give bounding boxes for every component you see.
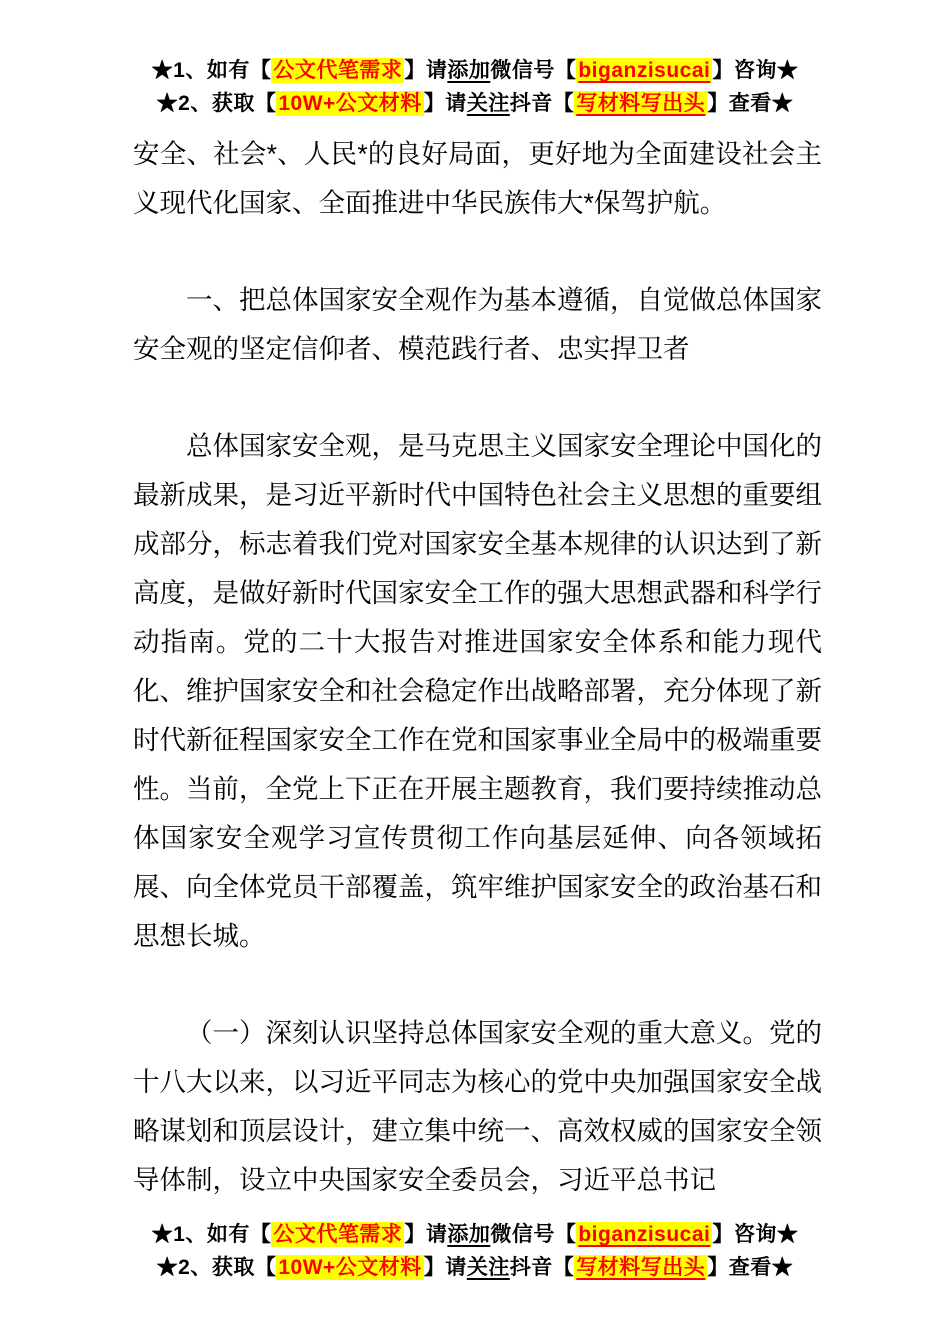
promo-wechat-id: biganzisucai xyxy=(578,59,711,82)
promo-text: 抖音【 xyxy=(509,92,575,115)
promo-text: 】请 xyxy=(404,1223,448,1246)
promo-text: 】查看★ xyxy=(707,92,794,115)
promo-highlight-service: 公文代笔需求 xyxy=(273,1223,403,1246)
promo-header-line-2 xyxy=(0,87,950,120)
promo-footer-line-1 xyxy=(0,1218,950,1251)
promo-footer xyxy=(0,1218,950,1344)
promo-text: 】查看★ xyxy=(707,1256,794,1279)
promo-text: ★1、如有【 xyxy=(151,1223,272,1246)
promo-text: 】请 xyxy=(423,1256,467,1279)
sub-heading-lead: （一）深刻认识坚持总体国家安全观的重大意义。 xyxy=(186,1018,769,1048)
promo-highlight-materials: 10W+公文材料 xyxy=(278,1256,422,1279)
promo-underline-add: 添加 xyxy=(447,59,491,82)
promo-wechat-id: biganzisucai xyxy=(578,1223,711,1246)
promo-header xyxy=(0,0,950,120)
promo-highlight-service: 公文代笔需求 xyxy=(273,59,403,82)
promo-douyin-id: 写材料写出头 xyxy=(576,1256,706,1279)
promo-text: 】请 xyxy=(423,92,467,115)
promo-underline-follow: 关注 xyxy=(466,92,510,115)
promo-text: 】请 xyxy=(404,59,448,82)
promo-header-line-1 xyxy=(0,54,950,87)
promo-text: 微信号【 xyxy=(490,1223,577,1246)
section-heading: 一、把总体国家安全观作为基本遵循，自觉做总体国家安全观的坚定信仰者、模范践行者、忠实捍卫者 xyxy=(133,285,822,364)
promo-text: 】咨询★ xyxy=(712,59,799,82)
promo-text: ★1、如有【 xyxy=(151,59,272,82)
promo-text: 】咨询★ xyxy=(712,1223,799,1246)
promo-text: 微信号【 xyxy=(490,59,577,82)
promo-highlight-materials: 10W+公文材料 xyxy=(278,92,422,115)
promo-text: ★2、获取【 xyxy=(156,1256,277,1279)
promo-douyin-id: 写材料写出头 xyxy=(576,92,706,115)
document-body xyxy=(133,130,822,1205)
paragraph-text: 党的十八大以来，以习近平同志为核心的党中央加强国家安全战略谋划和顶层设计，建立集中统一、高效权威的国家安全领导体制，设立中央国家安全委员会，习近平总书记 xyxy=(133,1018,822,1195)
paragraph-continuation: 安全、社会*、人民*的良好局面，更好地为全面建设社会主义现代化国家、全面推进中华民族伟大*保驾护航。 xyxy=(133,139,822,218)
promo-underline-add: 添加 xyxy=(447,1223,491,1246)
promo-underline-follow: 关注 xyxy=(466,1256,510,1279)
paragraph-body: 总体国家安全观，是马克思主义国家安全理论中国化的最新成果，是习近平新时代中国特色社会主义思想的重要组成部分，标志着我们党对国家安全基本规律的认识达到了新高度，是做好新时代国家安全工作的强大思想武器和科学行动指南。党的二十大报告对推进国家安全体系和能力现代化、维护国家安全和社会稳定作出战略部署，充分体现了新时代新征程国家安全工作在党和国家事业全局中的极端重要性。当前，全党上下正在开展主题教育，我们要持续推动总体国家安全观学习宣传贯彻工作向基层延伸、向各领域拓展、向全体党员干部覆盖，筑牢维护国家安全的政治基石和思想长城。 xyxy=(133,431,822,951)
promo-text: ★2、获取【 xyxy=(156,92,277,115)
paragraph-body xyxy=(133,1009,822,1205)
promo-text: 抖音【 xyxy=(509,1256,575,1279)
promo-footer-line-2 xyxy=(0,1251,950,1284)
